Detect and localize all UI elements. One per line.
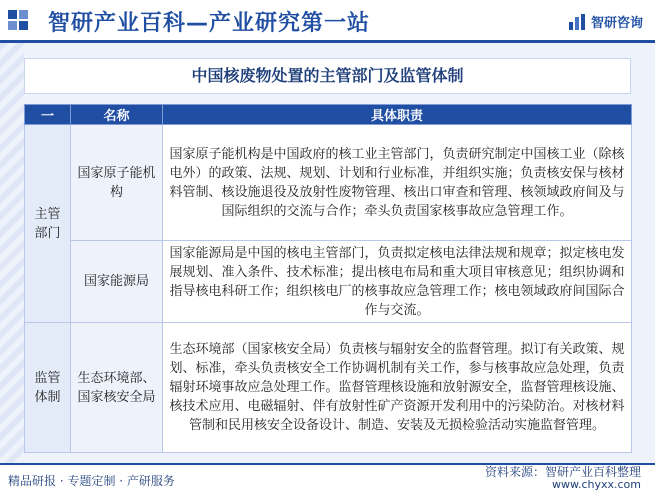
header-name: 名称 <box>71 105 163 125</box>
agency-name-cell: 国家能源局 <box>71 241 163 323</box>
source-note: 资料来源：智研产业百科整理 <box>484 465 641 479</box>
duties-cell: 国家能源局是中国的核电主管部门，负责拟定核电法律法规和规章；拟定核电发展规划、准入条件、技术标准；提出核电布局和重大项目审核意见；组织协调和指导核电科研工作；组织核电厂的核事故应急管理工作；核电领域政府间国际合作与交流。 <box>163 241 632 323</box>
header-category: 一 <box>25 105 71 125</box>
site-title: 智研产业百科—产业研究第一站 <box>48 11 371 36</box>
top-header <box>0 0 655 40</box>
category-cell: 监管体制 <box>25 323 71 453</box>
duties-cell: 生态环境部（国家核安全局）负责核与辐射安全的监督管理。拟订有关政策、规划、标准，牵头负责核安全工作协调机制有关工作，参与核事故应急处理，负责辐射环境事故应急处理工作。监督管理核设施和放射源安全，监督管理核设施、核技术应用、电磁辐射、伴有放射性矿产资源开发利用中的污染防治。对核材料管制和民用核安全设备设计、制造、安装及无损检验活动实施监督管理。 <box>163 323 632 453</box>
table-row <box>25 323 632 453</box>
document-title: 中国核废物处置的主管部门及监管体制 <box>24 58 631 94</box>
category-cell: 主管部门 <box>25 125 71 323</box>
table-row <box>25 125 632 241</box>
duties-cell: 国家原子能机构是中国政府的核工业主管部门，负责研究制定中国核工业（除核电外）的政策、法规、规划、计划和行业标准，并组织实施；负责核安保与核材料管制、核设施退役及放射性废物管理、核出口审查和管理、核领域政府间及与国际组织的交流与合作；牵头负责国家核事故应急管理工作。 <box>163 125 632 241</box>
agency-name-cell: 生态环境部、国家核安全局 <box>71 323 163 453</box>
bar-chart-icon <box>568 13 586 31</box>
decorative-stripes <box>0 43 24 463</box>
brand-logo[interactable] <box>568 12 643 31</box>
table-header-row <box>25 105 632 125</box>
logo-squares-icon <box>8 10 38 30</box>
regulatory-table <box>24 104 632 453</box>
header-duties: 具体职责 <box>163 105 632 125</box>
agency-name-cell: 国家原子能机构 <box>71 125 163 241</box>
footer-services: 精品研报 · 专题定制 · 产研服务 <box>8 474 175 488</box>
footer-url[interactable]: www.chyxx.com <box>551 478 641 491</box>
table-row <box>25 241 632 323</box>
brand-name: 智研咨询 <box>590 16 643 31</box>
